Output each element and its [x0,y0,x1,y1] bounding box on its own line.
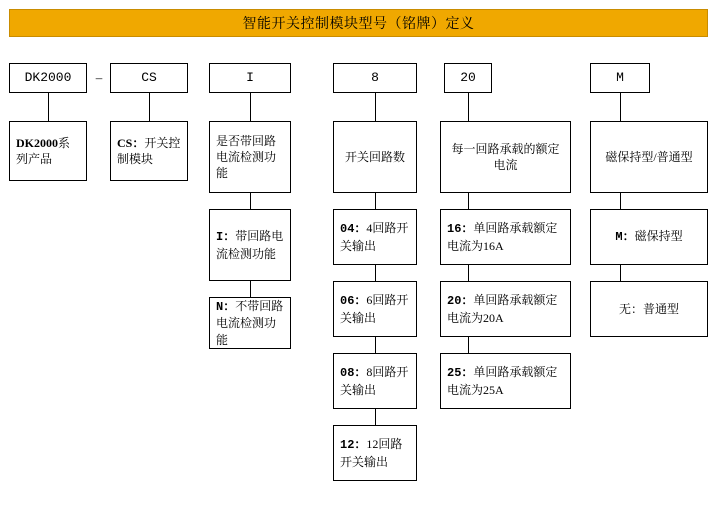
desc-body-04: 4回路开关输出 [340,221,409,253]
desc-text-loop-06 [340,292,410,325]
desc-box-loop-count-title [333,121,417,193]
desc-body-08: 8回路开关输出 [340,365,409,397]
desc-box-rated-current-title [440,121,571,193]
desc-box-cs-module [110,121,188,181]
desc-text-with-current-detect [216,228,284,261]
desc-lead-04: 04： [340,222,367,237]
desc-text-current-detect-title: 是否带回路电流检测功能 [216,133,277,181]
desc-lead-n: N： [216,300,236,315]
desc-lead-20: 20： [447,294,474,309]
desc-box-latching-m [590,209,708,265]
connector-col3-3 [250,281,251,297]
desc-lead-dk2000: DK2000 [16,135,58,150]
desc-text-current-16a [447,220,564,253]
page-title: 智能开关控制模块型号（铭牌）定义 [242,17,475,32]
desc-box-loop-08 [333,353,417,409]
desc-text-loop-count-title: 开关回路数 [344,149,405,164]
desc-text-without-current-detect [216,298,284,348]
desc-text-current-25a [447,364,564,397]
connector-col4-2 [375,193,376,209]
connector-col5 [468,93,469,121]
desc-body-16: 单回路承载额定电流为16A [447,221,558,253]
connector-col6 [620,93,621,121]
desc-body-m: 磁保持型 [634,229,683,244]
desc-box-loop-04 [333,209,417,265]
diagram-title-bar [9,9,708,37]
desc-text-loop-08 [340,364,410,397]
desc-body-20: 单回路承载额定电流为20A [447,293,558,325]
connector-col6-3 [620,265,621,281]
code-box-dk2000 [9,63,87,93]
desc-box-without-current-detect [209,297,291,349]
connector-col5-4 [468,337,469,353]
code-box-20 [444,63,492,93]
connector-col4-3 [375,265,376,281]
desc-lead-i: I： [216,230,236,245]
code-label-20: 20 [460,70,476,86]
desc-lead-cs: CS： [117,135,145,150]
connector-col3-2 [250,193,251,209]
connector-col5-2 [468,193,469,209]
code-label-m: M [616,70,624,86]
desc-body-12: 12回路开关输出 [340,437,403,469]
desc-text-rated-current-title: 每一回路承载的额定电流 [451,141,560,172]
connector-col5-3 [468,265,469,281]
desc-body-i: 带回路电流检测功能 [216,229,284,261]
desc-body-25: 单回路承载额定电流为25A [447,365,558,397]
desc-text-loop-12 [340,436,410,469]
desc-box-latching-title [590,121,708,193]
desc-body-cs: 开关控制模块 [117,135,181,166]
connector-col1 [48,93,49,121]
desc-lead-25: 25： [447,366,474,381]
separator-dash: – [95,70,103,85]
desc-lead-08: 08： [340,366,367,381]
code-label-i: I [246,70,254,86]
connector-col4-4 [375,337,376,353]
desc-text-standard-type: 无：普通型 [618,301,679,316]
desc-body-dk2000: 系列产品 [16,135,71,166]
desc-text-current-20a [447,292,564,325]
code-box-cs [110,63,188,93]
desc-text-cs-module [117,135,181,167]
desc-text-latching-m [597,228,701,245]
desc-box-current-16a [440,209,571,265]
desc-box-current-20a [440,281,571,337]
desc-body-06: 6回路开关输出 [340,293,409,325]
desc-box-current-25a [440,353,571,409]
desc-box-with-current-detect [209,209,291,281]
connector-col6-2 [620,193,621,209]
connector-col2 [149,93,150,121]
desc-box-loop-12 [333,425,417,481]
desc-text-loop-04 [340,220,410,253]
code-box-i [209,63,291,93]
code-label-dk2000: DK2000 [24,70,72,86]
desc-text-latching-title: 磁保持型/普通型 [605,149,693,164]
code-box-m [590,63,650,93]
code-label-8: 8 [371,70,379,86]
connector-col4-5 [375,409,376,425]
desc-body-n: 不带回路电流检测功能 [216,299,284,347]
code-box-8 [333,63,417,93]
desc-box-dk2000-series [9,121,87,181]
desc-lead-12: 12： [340,438,367,453]
desc-lead-06: 06： [340,294,367,309]
connector-col4 [375,93,376,121]
connector-col3 [250,93,251,121]
code-label-cs: CS [141,70,157,86]
desc-box-loop-06 [333,281,417,337]
desc-text-dk2000-series [16,135,80,167]
desc-box-current-detect-title [209,121,291,193]
desc-lead-16: 16： [447,222,474,237]
desc-lead-m: M： [615,230,635,245]
desc-box-standard-type [590,281,708,337]
